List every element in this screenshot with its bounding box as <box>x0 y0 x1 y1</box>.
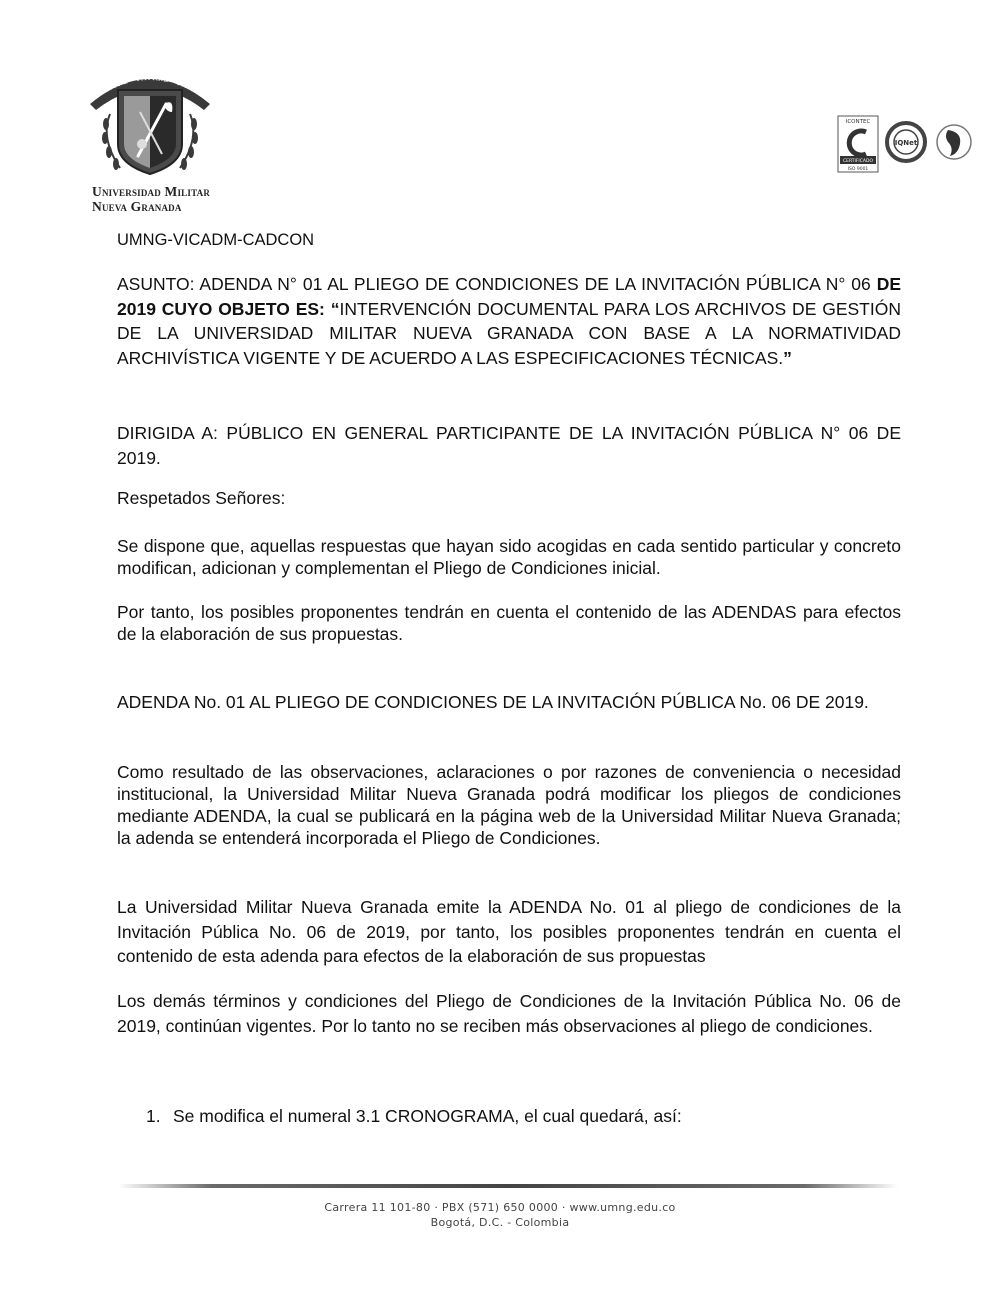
asunto-bold-text: DE 2019 CUYO OBJETO ES: “ <box>117 274 901 319</box>
iso-label: ISO 9001 <box>847 167 869 172</box>
asunto-text-2: INTERVENCIÓN DOCUMENTAL PARA LOS ARCHIVOS DE GESTIÓN DE LA UNIVERSIDAD MILITAR NUEVA GRANADA CON BASE A LA NORMATIVIDAD ARCHIVÍSTICA VIGENTE Y DE ACUERDO A LAS ESPECIFICACIONES TÉCNICAS. <box>117 298 901 368</box>
dirigida-paragraph: DIRIGIDA A: PÚBLICO EN GENERAL PARTICIPANTE DE LA INVITACIÓN PÚBLICA N° 06 DE 2019. <box>117 423 901 468</box>
list-item-number: 1. <box>146 1106 161 1126</box>
certificado-label: CERTIFICADO <box>842 159 874 164</box>
paragraph-4: La Universidad Militar Nueva Granada emite la ADENDA No. 01 al pliego de condiciones de la Invitación Pública No. 06 de 2019, por tanto, los posibles proponentes tendrán en cuenta el contenido de esta adenda para efectos de la elaboración de sus propuestas <box>117 897 901 966</box>
certification-seals <box>836 110 980 180</box>
footer-city: Bogotá, D.C. - Colombia <box>430 1216 570 1229</box>
paragraph-2: Por tanto, los posibles proponentes tendrán en cuenta el contenido de las ADENDAS para efectos de la elaboración de sus propuestas. <box>117 602 901 644</box>
paragraph-3: Como resultado de las observaciones, aclaraciones o por razones de conveniencia o necesidad institucional, la Universidad Militar Nueva Granada podrá modificar los pliegos de condiciones mediante ADENDA, la cual se publicará en la página web de la Universidad Militar Nueva Granada; la adenda se entenderá incorporada el Pliego de Condiciones. <box>117 762 901 848</box>
asunto-paragraph <box>117 272 901 370</box>
certification-seals-icon <box>836 110 980 180</box>
footer-divider <box>118 1184 898 1188</box>
list-item-text: Se modifica el numeral 3.1 CRONOGRAMA, el cual quedará, así: <box>173 1106 682 1126</box>
icontec-label: ICONTEC <box>845 119 871 125</box>
university-crest-icon <box>80 60 220 184</box>
university-name-line2: Nueva Granada <box>92 199 182 214</box>
document-code: UMNG-VICADM-CADCON <box>117 231 315 249</box>
motto-text: CIENTIÆ · PATRIÆ · FAMILI <box>91 73 207 102</box>
paragraph-5: Los demás términos y condiciones del Pliego de Condiciones de la Invitación Pública No. 06 de 2019, continúan vigentes. Por lo tanto no se reciben más observaciones al pliego de condiciones. <box>117 991 901 1036</box>
footer-address: Carrera 11 101-80 · PBX (571) 650 0000 · www.umng.edu.co <box>324 1201 676 1214</box>
list-item <box>146 1104 682 1128</box>
asunto-close-quote: ” <box>783 347 792 368</box>
paragraph-1: Se dispone que, aquellas respuestas que hayan sido acogidas en cada sentido particular y concreto modifican, adicionan y complementan el Pliego de Condiciones inicial. <box>117 536 901 578</box>
adenda-title: ADENDA No. 01 AL PLIEGO DE CONDICIONES DE LA INVITACIÓN PÚBLICA No. 06 DE 2019. <box>117 692 869 712</box>
university-name <box>92 184 232 214</box>
asunto-text-1: ASUNTO: ADENDA N° 01 AL PLIEGO DE CONDICIONES DE LA INVITACIÓN PÚBLICA N° 06 <box>117 274 877 294</box>
salutation: Respetados Señores: <box>117 488 286 508</box>
university-name-line1: Universidad Militar <box>92 184 211 199</box>
university-logo <box>80 60 220 220</box>
iqnet-label: IQNet <box>894 139 918 147</box>
